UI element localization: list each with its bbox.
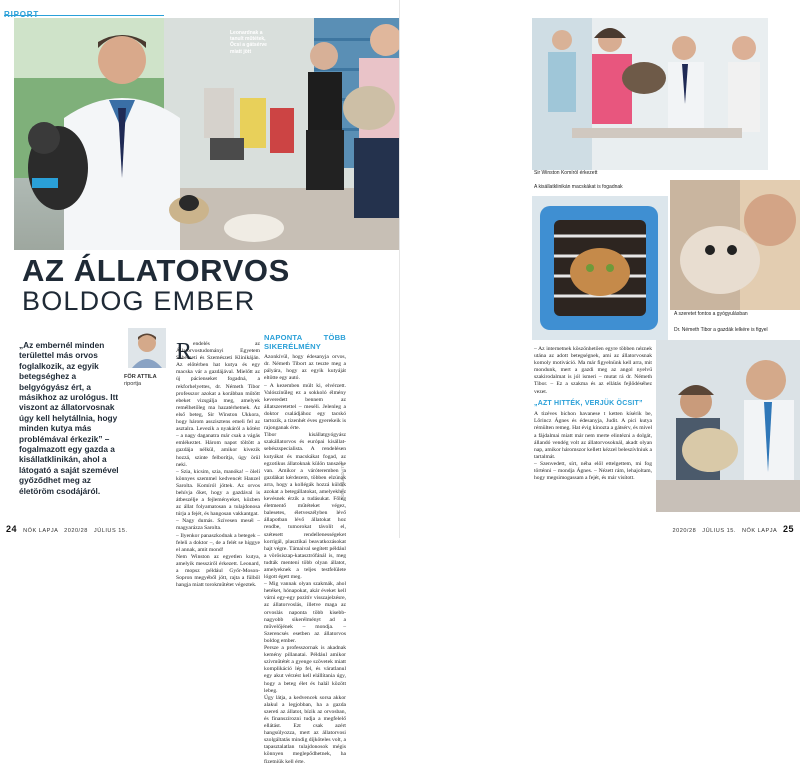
folio-right-date: JÚLIUS 15. [702, 528, 736, 534]
caption-cat: A kisállatklinikán macskákat is fogadnak [534, 184, 623, 190]
section-rule [4, 15, 164, 16]
article-title [22, 253, 290, 316]
folio-left-issue: 2020/28 [64, 528, 88, 534]
winston-illustration [532, 18, 768, 170]
folio-left-date: JÚLIUS 15. [93, 528, 128, 534]
folio-right [672, 524, 794, 534]
photo-winston [532, 18, 768, 170]
title-line-2: BOLDOG EMBER [22, 286, 256, 316]
photo-doctor-dog [656, 340, 800, 512]
page-number-right: 25 [782, 524, 794, 534]
photo-cat-carrier [532, 196, 668, 340]
right-column-body: A tizéves bichon havanese t ketten kísérik be, Lőrincz Ágnes és édesanyja, Judit. A pici kutya rémülten remeg. Hat évig kínozta a gátsérv, és mivel a fájdalmai miatt már nem merte elintézni a dolgát, állandó vendég volt az állatorvosoknál, akadt olyan nap, amikor háromszor kellett kézzel beleszívlniuk a tartalmát. – Szenvedett, sírt, néha elől ettelgettem, mi fog történni – mondja Ágnes. – Nézett rám, lehajoltam, hogy megsimogassam a fejét, és már visított. [534, 411, 652, 482]
doctor-dog-illustration [656, 340, 800, 512]
author-name: FÖR ATTILA [124, 374, 157, 380]
cat-carrier-illustration [532, 196, 668, 340]
folio-left [6, 524, 128, 534]
article-column-3 [350, 262, 398, 530]
folio-left-magazine: NŐK LAPJA [23, 528, 59, 534]
article-column-1 [176, 341, 260, 589]
folio-right-magazine: NŐK LAPJA [741, 528, 777, 534]
hero-photo-illustration [14, 18, 400, 250]
column-2-text: Azonkívül, hogy édesanyja orvos, dr. Németh Tibort az teszte meg a pályára, hogy az egyik kutyáját eltötte egy autó. – A kezemben múlt ki, elvérzett. Valószínűleg ez a sokkoló élmény keveredett bennem az állatszeretettel – meséli. Jelenleg a doktor családjához egy tacskó tartozik, a tizenhét éves gyerekeik is rajonganak érte. Tibor kisállatgyógyász szakállatorvos és európai kisállat-sebészspecialista. A rendelésen kutyákat és macskákat fogad, az egzotikus állatoknak külön tanszéke van. Amikor a váróteremben a gazdákat kérdezem, többen elzúnak arra, hogy a kollégák hozzá küldik azokat a betegállatokat, amelyekhez kevésnek érzik a tudásukat. Főleg életmentő műtéteket végez, balesetes, életveszélyben lévő állapotban lévő állatokat hoz rendbe, tumorokat távolít el, szétesett rendellenességeket korrigál, plasztikai beavatkozásokat hajt végre. Támaival segített például a vörösiszap-katasztrófánál is, meg tudták menteni több olyan állatot, amelyeknek a teljes testfelülete lógott égett meg. – Mig vannak olyan szakmák, ahol hetéket, hónapokat, akár éveket kell várni egy-egy pozitív visszajelzésre, az állatorvoslás, illetve maga az orvoslás naponta több kisebb-nagyobb sikerélményt ad a művelőjének – mondja. – Szerencsés esetben az állatorvos boldog ember. Persze a professzornak is akadnak kemény pillanatai. Például amikor szívműtétét a gyenge szövetek miatt komplikáció lép fel, és váratlanul egy akut vérzést kell elállítania úgy, hogy a beteg élet és halál között lebeg. Úgy látja, a kedvencek sorsa akkor alakul a legjobban, ha a gazda szereti az állatot, bízik az orvosban, és finanszírozni tudja a megfelelő ellátást. Ezt csak azért hangsúlyozza, mert az állatorvosi szolgáltatás mindig díjköteles volt, a tapasztalatlan tulajdonosok mégis könnyen meglepődhetnek, ha fizetniük kell érte. [264, 354, 346, 765]
hero-photo [14, 18, 400, 250]
author-avatar [128, 328, 166, 368]
column-1-text: endelés az Állatorvostudományi Egyetem Sebészeti és Szemészeti Klinikáján. Az előtérben hat kutya és egy macska vár a gazdájával. Mielőtt az új pácienseket fogadná, a rekforhelyettes, dr. Németh Tibor professzor azokat a korábban műtött ebeket vizsgálja meg, amelyek remélhetőleg ma hazatérhetnek. Az első beteg, Sir Winston Ukkora, hogy három asszisztens emeli fel az asztalra. Levezik a nyakáról a kötést – a nagy daganatra már csak a vágás emlékeztet. Három napot töltött a gazdája nélkül, amikor kivezik hozzá, szinte felborítja, úgy örül neki. – Szia, kicsim, szia, manóka! – ölelí könnyes szemmel kedvencét Hanzel Sarolta. Komíról jöttek. Az orvos behívja őket, hogy a gazdával is átbeszélje a fejleményeket, közben az állat folyamatosan a tulajdonosa túrja a fejét, és hangosan vakkantgat. – Nagy dumás. Szívesen mesél – magyarázza Sarolta. – Ilyenkor panaszkodnak a betegek – feleli a doktor –, de a felét se higgye el annak, amit mond! Nem Winston az egyetlen kutya, amelyik messziről érkezett. Leonard, a mopsz például Győr-Moson-Sopron megyéből jött, rajta a fülből hangja miatt torokműtétet végeztek. [176, 341, 260, 589]
subhead-naponta: NAPONTA TÖBB SIKERÉLMÉNY [264, 333, 346, 351]
article-column-2 [264, 262, 346, 765]
left-page [0, 0, 400, 765]
caption-love: A szeretet fontos a gyógyulásban [674, 311, 748, 317]
photo-credit: FOTÓ: FILAKOVITS [340, 463, 345, 500]
hero-photo-caption: Leonardnak a tanult műtétek, Öcsi a gátsérve miatt jött [230, 30, 267, 55]
love-illustration [670, 180, 800, 310]
right-page [400, 0, 800, 538]
author-role: riportja [124, 381, 142, 387]
title-line-1: AZ ÁLLATORVOS [22, 253, 290, 288]
right-column-text [534, 346, 652, 518]
pull-quote: „Az embernél minden területtel más orvos foglalkozik, az egyik betegséghez a belgyógyász ért, a másikhoz az urológus. Itt viszont az állatorvosnak úgy kell helytállnia, hogy minden kutya más problémával érkezik” – fogalmazott egy gazda a kisállatklinikán, ahol a látogató a saját szemével győződhet meg az életöröm csodájáról. [19, 340, 119, 496]
subhead-ocsi: „AZT HITTÉK, VERJÜK ÖCSIT” [534, 399, 643, 407]
caption-doctor: Dr. Németh Tibor a gazdák lelkére is figyel [674, 327, 768, 333]
page-number-left: 24 [6, 524, 18, 534]
caption-winston: Sir Winston Komíról érkezett [534, 170, 598, 176]
folio-right-issue: 2020/28 [672, 528, 697, 534]
drop-cap: R [176, 339, 193, 365]
author-photo [128, 328, 166, 368]
photo-love [670, 180, 800, 310]
right-column-intro: – Az internetnek köszönhetően egyre többen néznek utána az adott betegségnek, ami az állatorvosnak komoly motiváció. Ma már figyelnünk kell arra, mit mondunk, mert a gazdi meg az angol nyelvű szakirodalmat is jól ismeri – mutat rá dr. Németh Tibor. – Ez a szakma és az ellátás fejlődéséhez vezet. [534, 346, 652, 395]
